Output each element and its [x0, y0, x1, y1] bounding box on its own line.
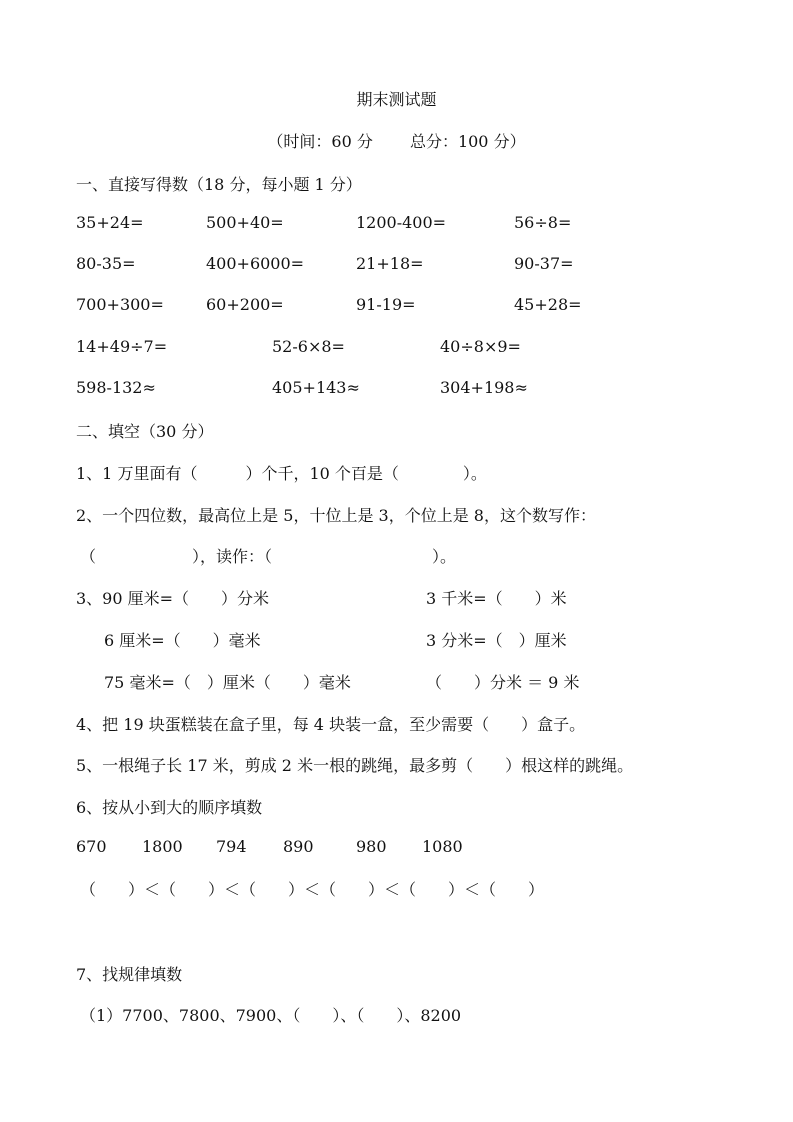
- number-item: 1800: [142, 837, 183, 856]
- problem: 304+198≈: [440, 378, 528, 397]
- question-5: 5、一根绳子长 17 米，剪成 2 米一根的跳绳，最多剪（ ）根这样的跳绳。: [76, 756, 634, 775]
- problem: 40÷8×9=: [440, 337, 521, 356]
- problem: 52-6×8=: [272, 337, 345, 356]
- number-item: 890: [283, 837, 314, 856]
- problem: 14+49÷7=: [76, 337, 168, 356]
- problem: 56÷8=: [514, 213, 572, 232]
- problem: 1200-400=: [356, 213, 447, 232]
- number-item: 670: [76, 837, 107, 856]
- question-3-item: 3 千米=（ ）米: [426, 589, 567, 608]
- question-4: 4、把 19 块蛋糕装在盒子里，每 4 块装一盒，至少需要（ ）盒子。: [76, 715, 586, 734]
- problem: 91-19=: [356, 295, 416, 314]
- question-3-item: （ ）分米 ＝ 9 米: [426, 673, 580, 692]
- question-3-item: 3 分米=（ ）厘米: [426, 631, 567, 650]
- number-item: 980: [356, 837, 387, 856]
- question-7-heading: 7、找规律填数: [76, 965, 183, 984]
- question-3-item: 75 毫米=（ ）厘米（ ）毫米: [104, 673, 351, 692]
- number-item: 794: [216, 837, 247, 856]
- ordering-blanks: （ ）＜（ ）＜（ ）＜（ ）＜（ ）＜（ ）: [80, 880, 545, 899]
- problem: 90-37=: [514, 254, 574, 273]
- problem: 598-132≈: [76, 378, 156, 397]
- section2-heading: 二、填空（30 分）: [76, 422, 214, 441]
- question-2-line2: （ ），读作：（ ）。: [80, 547, 457, 566]
- problem: 400+6000=: [206, 254, 305, 273]
- page-subtitle: （时间：60 分 总分：100 分）: [267, 132, 526, 151]
- question-3-item: 3、90 厘米=（ ）分米: [76, 589, 270, 608]
- problem: 60+200=: [206, 295, 284, 314]
- problem: 500+40=: [206, 213, 284, 232]
- question-7-item-1: （1）7700、7800、7900、（ ）、（ ）、8200: [80, 1006, 462, 1025]
- number-item: 1080: [422, 837, 463, 856]
- problem: 45+28=: [514, 295, 582, 314]
- question-3-item: 6 厘米=（ ）毫米: [104, 631, 261, 650]
- problem: 700+300=: [76, 295, 164, 314]
- problem: 35+24=: [76, 213, 144, 232]
- question-6-heading: 6、按从小到大的顺序填数: [76, 798, 263, 817]
- problem: 21+18=: [356, 254, 424, 273]
- problem: 80-35=: [76, 254, 136, 273]
- section1-heading: 一、直接写得数（18 分，每小题 1 分）: [76, 175, 362, 194]
- question-2-line1: 2、一个四位数，最高位上是 5，十位上是 3，个位上是 8，这个数写作：: [76, 506, 596, 525]
- question-1: 1、1 万里面有（ ）个千，10 个百是（ ）。: [76, 464, 487, 483]
- page-title: 期末测试题: [356, 90, 437, 109]
- problem: 405+143≈: [272, 378, 360, 397]
